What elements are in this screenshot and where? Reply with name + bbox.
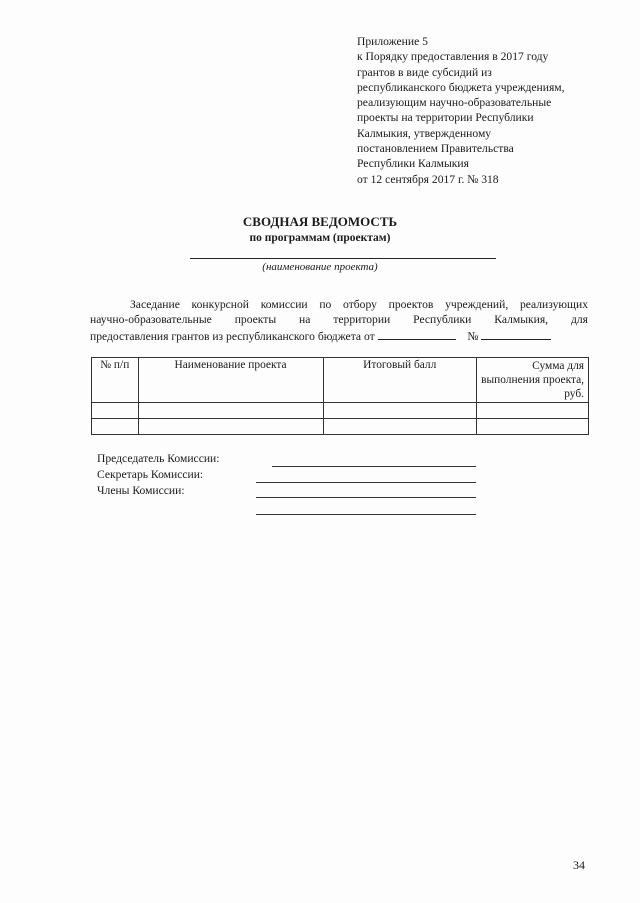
appendix-line: Приложение 5 <box>357 35 428 48</box>
paragraph-line-1: Заседание конкурсной комиссии по отбору проектов учреждений, реализующих <box>130 298 588 311</box>
header-number: № п/п <box>92 358 139 403</box>
appendix-line: постановлением Правительства <box>357 142 514 156</box>
table-header-row <box>92 358 589 403</box>
number-blank <box>481 328 551 340</box>
table-cell <box>476 419 588 435</box>
table-cell <box>323 403 476 419</box>
appendix-line: Республики Калмыкия <box>357 157 469 171</box>
project-name-caption: (наименование проекта) <box>262 261 378 273</box>
table-row <box>92 403 589 419</box>
table-cell <box>138 403 323 419</box>
member-signature-line <box>256 497 476 498</box>
secretary-signature-line <box>256 482 476 483</box>
paragraph-line-2: научно-образовательные проекты на территории Республики Калмыкия, для <box>90 313 588 327</box>
chairman-label: Председатель Комиссии: <box>97 452 220 465</box>
results-table <box>91 357 589 435</box>
date-blank <box>378 328 456 340</box>
appendix-line: реализующим научно-образовательные <box>357 96 552 110</box>
table-row <box>92 419 589 435</box>
chairman-signature-line <box>272 466 476 467</box>
secretary-label: Секретарь Комиссии: <box>97 468 204 481</box>
appendix-line: проекты на территории Республики <box>357 111 534 125</box>
appendix-line: к Порядку предоставления в 2017 году <box>357 50 549 64</box>
table-cell <box>323 419 476 435</box>
appendix-header <box>357 34 565 187</box>
paragraph-line-3-text: предоставления грантов из республиканского бюджета от <box>90 329 375 343</box>
appendix-line: республиканского бюджета учреждениям, <box>357 80 565 94</box>
table-cell <box>476 403 588 419</box>
meeting-paragraph <box>90 297 588 344</box>
page-number: 34 <box>573 858 585 872</box>
member-signature-line <box>256 514 476 515</box>
appendix-line: от 12 сентября 2017 г. № 318 <box>357 172 499 186</box>
table-cell <box>92 403 139 419</box>
header-total-score: Итоговый балл <box>323 358 476 403</box>
number-sign: № <box>467 329 479 343</box>
paragraph-line-3 <box>90 328 588 344</box>
appendix-line: Калмыкия, утвержденному <box>357 126 492 140</box>
document-subtitle: по программам (проектам) <box>249 232 391 244</box>
table-cell <box>138 419 323 435</box>
members-label: Члены Комиссии: <box>97 484 185 497</box>
appendix-line: грантов в виде субсидий из <box>357 65 492 79</box>
header-amount: Сумма для выполнения проекта, руб. <box>476 358 588 403</box>
document-title: СВОДНАЯ ВЕДОМОСТЬ <box>242 214 398 229</box>
header-project-name: Наименование проекта <box>138 358 323 403</box>
project-name-line <box>190 258 496 259</box>
table-cell <box>92 419 139 435</box>
